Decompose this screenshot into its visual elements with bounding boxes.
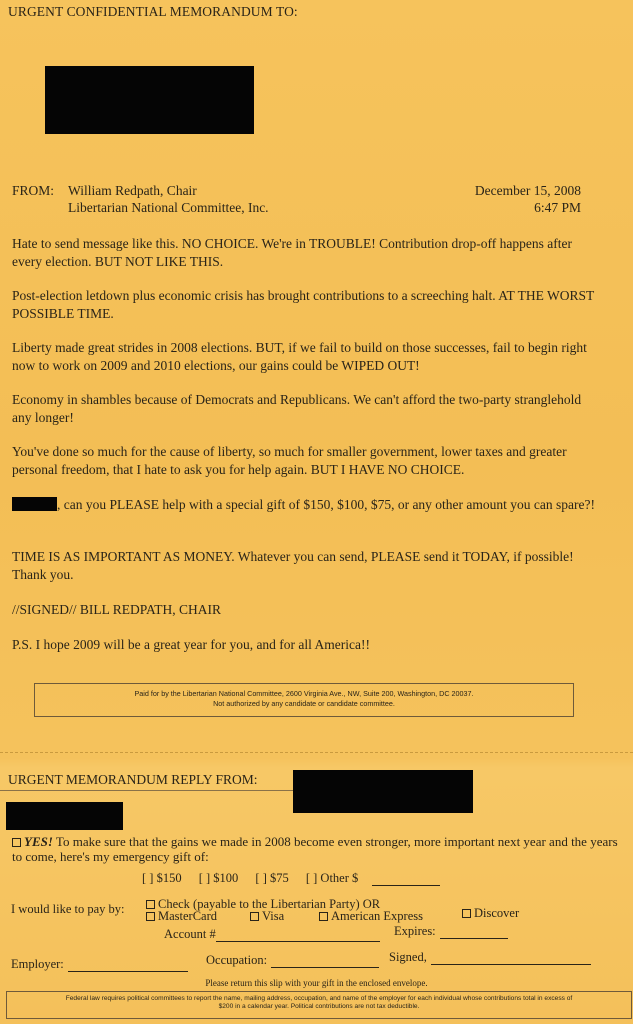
expires-input[interactable] bbox=[440, 926, 508, 939]
amount-other-label: [ ] Other $ bbox=[305, 871, 359, 885]
pay-amex-option[interactable] bbox=[319, 909, 423, 924]
yes-text: To make sure that the gains we made in 2008 become even stronger, more important next year and the years to come, here's my emergency gift of: bbox=[12, 834, 618, 864]
reply-rule bbox=[0, 790, 300, 791]
pay-discover-option[interactable] bbox=[462, 906, 519, 921]
signed-label: Signed, bbox=[389, 950, 427, 964]
amount-100[interactable]: [ ] $100 bbox=[198, 871, 239, 885]
fed-line-1: Federal law requires political committees to report the name, mailing address, occupation, and name of the employer for each individual whose contributions total in excess of bbox=[65, 995, 573, 1002]
pay-visa-option[interactable] bbox=[250, 909, 284, 924]
employer-field bbox=[11, 957, 188, 972]
signed-input[interactable] bbox=[431, 952, 591, 965]
from-block bbox=[12, 182, 269, 216]
pay-by-label: I would like to pay by: bbox=[11, 902, 125, 916]
paragraph-6-text: , can you PLEASE help with a special gift of $150, $100, $75, or any other amount you can spare?! bbox=[57, 497, 595, 512]
occupation-input[interactable] bbox=[271, 955, 379, 968]
signature-line: //SIGNED// BILL REDPATH, CHAIR bbox=[12, 602, 222, 617]
yes-label: YES! bbox=[24, 834, 53, 849]
occupation-field bbox=[206, 953, 379, 968]
tear-line bbox=[0, 752, 633, 753]
paid-for-line-2: Not authorized by any candidate or candidate committee. bbox=[213, 699, 395, 708]
yes-checkbox[interactable] bbox=[12, 838, 21, 847]
memo-time: 6:47 PM bbox=[534, 200, 581, 215]
employer-label: Employer: bbox=[11, 957, 64, 971]
mastercard-label: MasterCard bbox=[158, 909, 218, 923]
account-field bbox=[164, 927, 380, 942]
account-input[interactable] bbox=[216, 929, 380, 942]
discover-label: Discover bbox=[474, 906, 520, 920]
mastercard-checkbox[interactable] bbox=[146, 912, 155, 921]
from-name: William Redpath, Chair bbox=[68, 183, 197, 198]
from-label: FROM: bbox=[12, 183, 55, 198]
expires-label: Expires: bbox=[394, 924, 436, 938]
check-checkbox[interactable] bbox=[146, 900, 155, 909]
fed-line-2: $200 in a calendar year. Political contributions are not tax deductible. bbox=[218, 1003, 420, 1010]
amount-other-blank[interactable] bbox=[372, 873, 440, 886]
expires-field bbox=[394, 924, 508, 939]
return-note: Please return this slip with your gift in the enclosed envelope. bbox=[205, 978, 428, 988]
visa-label: Visa bbox=[262, 909, 285, 923]
signed-field bbox=[389, 950, 591, 965]
paragraph-4: Economy in shambles because of Democrats and Republicans. We can't afford the two-party stranglehold any longer! bbox=[12, 392, 582, 425]
redacted-recipient-block bbox=[45, 66, 254, 134]
paragraph-1: Hate to send message like this. NO CHOICE. We're in TROUBLE! Contribution drop-off happens after every election. BUT NOT LIKE THIS. bbox=[12, 236, 572, 269]
amex-label: American Express bbox=[331, 909, 423, 923]
federal-law-notice bbox=[6, 991, 632, 1019]
from-org: Libertarian National Committee, Inc. bbox=[68, 200, 269, 215]
amex-checkbox[interactable] bbox=[319, 912, 328, 921]
paragraph-3: Liberty made great strides in 2008 elections. BUT, if we fail to build on those successes, fail to begin right now to work on 2009 and 2010 elections, our gains could be WIPED OUT! bbox=[12, 340, 587, 373]
visa-checkbox[interactable] bbox=[250, 912, 259, 921]
paragraph-2: Post-election letdown plus economic crisis has brought contributions to a screeching halt. AT THE WORST POSSIBLE TIME. bbox=[12, 288, 595, 321]
yes-statement bbox=[12, 834, 622, 864]
paid-for-notice bbox=[34, 683, 574, 717]
date-block bbox=[475, 182, 581, 216]
account-label: Account # bbox=[164, 927, 216, 941]
pay-mastercard-option[interactable] bbox=[146, 909, 217, 924]
redacted-reply-name bbox=[6, 802, 123, 830]
paragraph-5: You've done so much for the cause of liberty, so much for smaller government, lower taxes and greater personal freedom, that I hate to ask you for help again. BUT I HAVE NO CHOICE. bbox=[12, 444, 567, 477]
redacted-recipient-name bbox=[12, 497, 57, 511]
gift-amounts bbox=[142, 871, 468, 886]
paid-for-line-1: Paid for by the Libertarian National Committee, 2600 Virginia Ave., NW, Suite 200, Washington, DC 20037. bbox=[134, 689, 474, 698]
amount-other[interactable] bbox=[306, 871, 454, 885]
memo-date: December 15, 2008 bbox=[474, 183, 581, 198]
redacted-reply-address bbox=[293, 770, 473, 813]
amount-75[interactable]: [ ] $75 bbox=[255, 871, 289, 885]
check-option-label: Check (payable to the Libertarian Party) OR bbox=[158, 897, 381, 911]
discover-checkbox[interactable] bbox=[462, 909, 471, 918]
postscript: P.S. I hope 2009 will be a great year for you, and for all America!! bbox=[12, 637, 371, 652]
employer-input[interactable] bbox=[68, 959, 188, 972]
paragraph-6 bbox=[12, 496, 602, 514]
memo-header: URGENT CONFIDENTIAL MEMORANDUM TO: bbox=[8, 4, 298, 19]
paragraph-7: TIME IS AS IMPORTANT AS MONEY. Whatever you can send, PLEASE send it TODAY, if possible! Thank you. bbox=[12, 549, 574, 582]
amount-150[interactable]: [ ] $150 bbox=[142, 871, 182, 885]
occupation-label: Occupation: bbox=[206, 953, 268, 967]
reply-title: URGENT MEMORANDUM REPLY FROM: bbox=[8, 772, 258, 787]
